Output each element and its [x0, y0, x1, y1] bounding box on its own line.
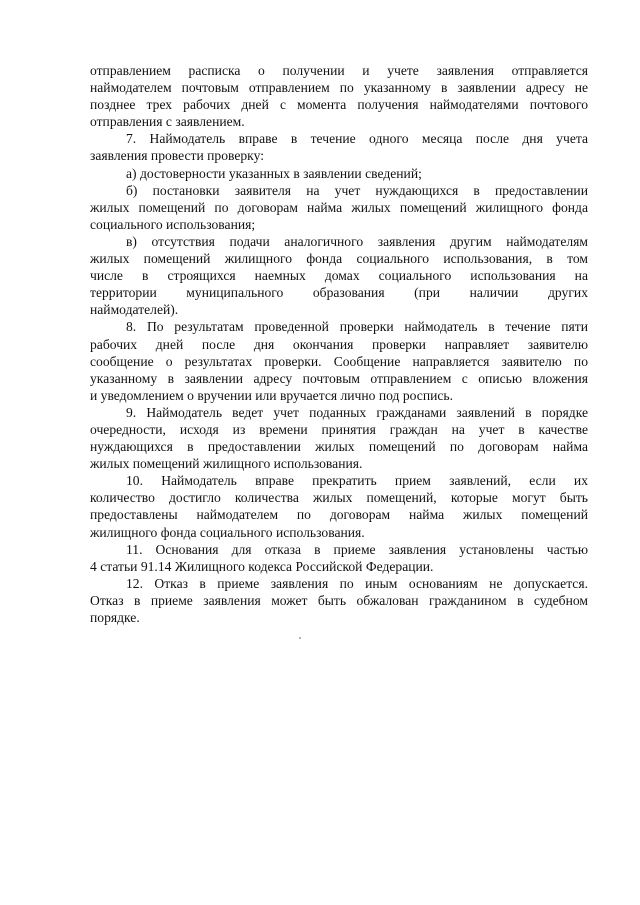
text-line: отправления с заявлением. [90, 114, 245, 130]
text-line: жилых помещений жилищного фонда социального использования, в том [90, 251, 588, 267]
text-line: и уведомлением о вручении или вручается лично под роспись. [90, 387, 454, 403]
text-line: позднее трех рабочих дней с момента получения наймодателями почтового [90, 97, 588, 113]
text-line: наймодателей). [90, 302, 179, 318]
paragraph-10-start: 10. Наймодатель вправе прекратить прием заявлений, если их [126, 473, 588, 489]
item-c-start: в) отсутствия подачи аналогичного заявления другим наймодателям [126, 233, 588, 249]
text-line: числе в строящихся наемных домах социального использования на [90, 268, 588, 284]
paragraph-9-start: 9. Наймодатель ведет учет поданных гражданами заявлений в порядке [126, 404, 588, 420]
text-line: жилых помещений жилищного использования. [90, 456, 363, 472]
text-line: наймодателем почтовым отправлением по указанному в заявлении адресу не [90, 80, 588, 96]
text-line: жилищного фонда социального использования. [90, 524, 365, 540]
text-line: жилых помещений по договорам найма жилых помещений жилищного фонда [90, 199, 588, 215]
text-line: предоставлены наймодателем по договорам найма жилых помещений [90, 507, 588, 523]
item-b-start: б) постановки заявителя на учет нуждающихся в предоставлении [126, 182, 588, 198]
text-line: территории муниципального образования (при наличии других [90, 285, 588, 301]
text-line: рабочих дней после дня окончания проверки направляет заявителю [90, 336, 588, 352]
document-body [90, 62, 588, 626]
text-line: Отказ в приеме заявления может быть обжалован гражданином в судебном [90, 592, 588, 608]
paragraph-7-start: 7. Наймодатель вправе в течение одного месяца после дня учета [126, 131, 588, 147]
paragraph-8-start: 8. По результатам проведенной проверки наймодатель в течение пяти [126, 319, 588, 335]
text-line: порядке. [90, 610, 140, 625]
text-line: сообщение о результатах проверки. Сообщение направляется заявителю по [90, 353, 588, 369]
text-line: 4 статьи 91.14 Жилищного кодекса Российской Федерации. [90, 558, 434, 574]
scan-speck [299, 637, 301, 639]
text-line: заявления провести проверку: [90, 148, 264, 164]
text-line: количество достигло количества жилых помещений, которые могут быть [90, 490, 588, 506]
paragraph-11-start: 11. Основания для отказа в приеме заявления установлены частью [126, 541, 588, 557]
text-line: нуждающихся в предоставлении жилых помещений по договорам найма [90, 439, 588, 455]
text-line: очередности, исходя из времени принятия граждан на учет в качестве [90, 421, 588, 437]
item-a: а) достоверности указанных в заявлении сведений; [126, 165, 422, 181]
text-line: указанному в заявлении адресу почтовым отправлением с описью вложения [90, 370, 588, 386]
text-line: отправлением расписка о получении и учете заявления отправляется [90, 63, 588, 78]
paragraph-12-start: 12. Отказ в приеме заявления по иным основаниям не допускается. [126, 575, 588, 591]
text-line: социального использования; [90, 216, 256, 232]
